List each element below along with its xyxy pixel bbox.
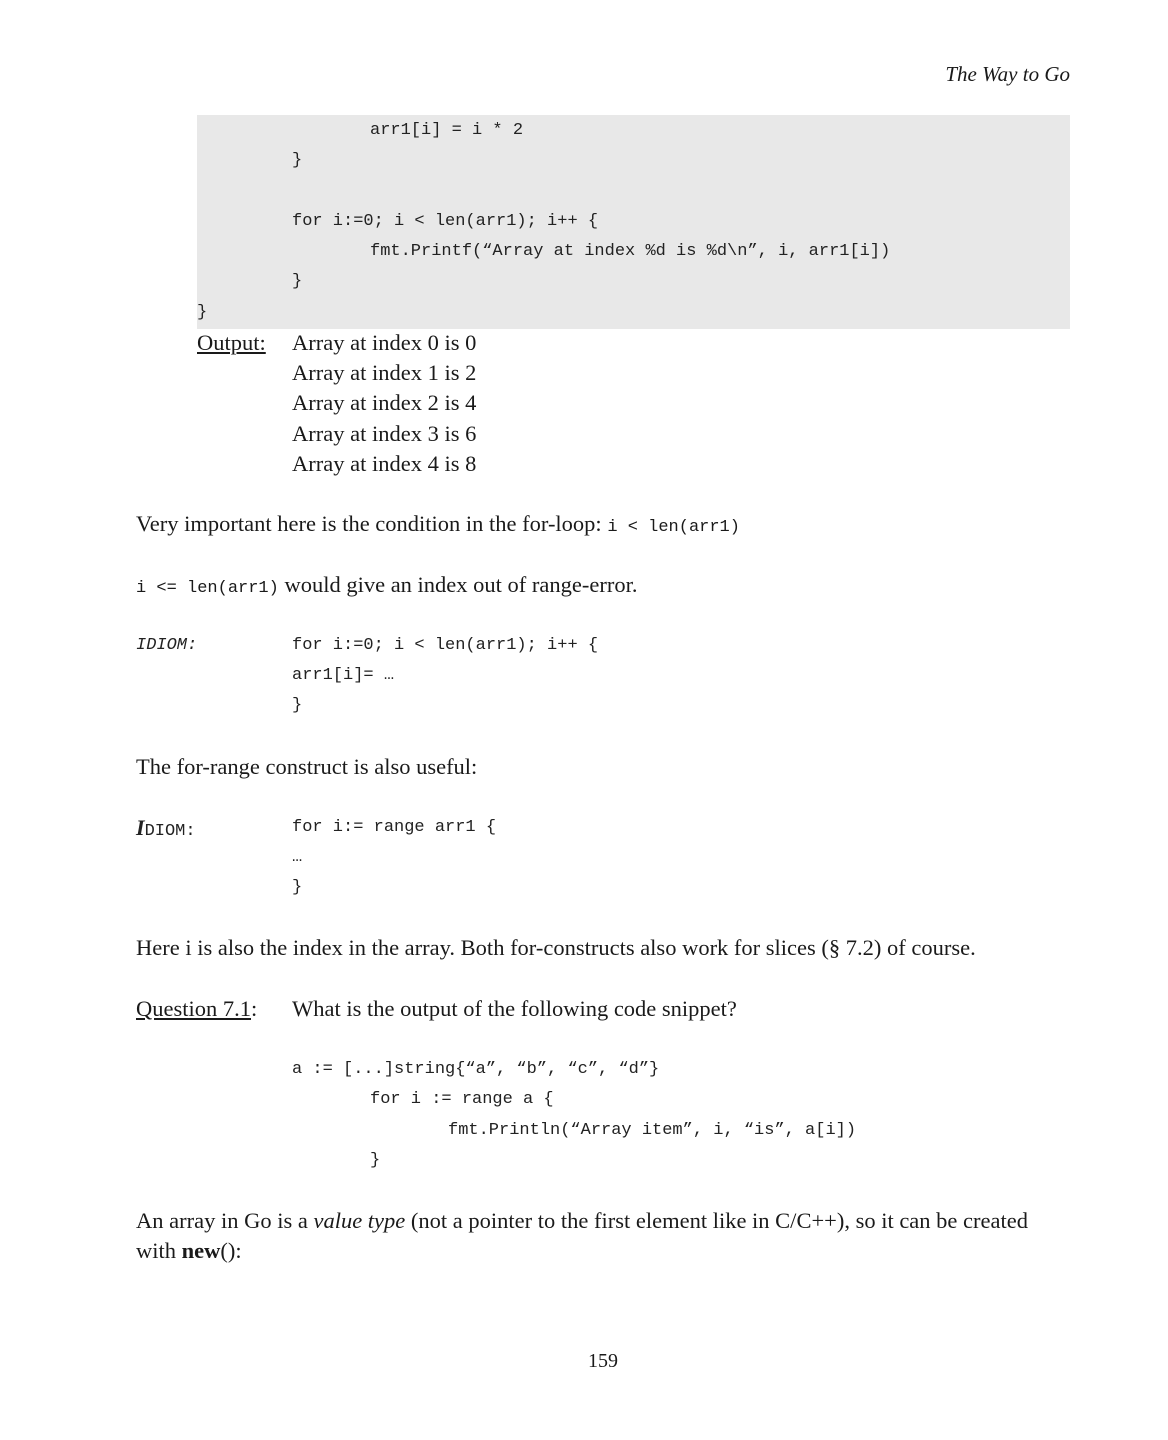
question-label: Question 7.1 (136, 996, 251, 1021)
code-line: a := [...]string{“a”, “b”, “c”, “d”} (292, 1060, 660, 1079)
question-colon: : (251, 996, 258, 1021)
paragraph-text: An array in Go is a (136, 1208, 314, 1233)
code-line: for i:= range arr1 { (292, 818, 497, 837)
emphasis: value type (313, 1208, 406, 1233)
paragraph (136, 1236, 242, 1266)
question-heading (136, 994, 257, 1024)
code-line: arr1[i] = i * 2 (370, 121, 524, 140)
code-line: } (292, 696, 303, 715)
code-line: for i:=0; i < len(arr1); i++ { (292, 636, 599, 655)
inline-code: i < len(arr1) (607, 518, 740, 537)
code-line: … (292, 848, 303, 867)
paragraph-text: Very important here is the condition in the for-loop: (136, 511, 608, 536)
paragraph (136, 570, 637, 604)
paragraph-text: with (136, 1238, 182, 1263)
paragraph: The for-range construct is also useful: (136, 754, 478, 779)
idiom-label-initial: I (136, 815, 145, 840)
paragraph-text: (not a pointer to the first element like in C/C++), so it can be created (405, 1208, 1028, 1233)
paragraph-text: would give an index out of range-error. (278, 572, 638, 597)
output-label: Output: (197, 330, 266, 355)
idiom-label (136, 813, 196, 847)
paragraph (136, 1206, 1028, 1236)
output-line: Array at index 3 is 6 (292, 421, 477, 446)
bold-keyword: new (181, 1238, 221, 1263)
code-line: } (370, 1151, 381, 1170)
code-line: fmt.Printf(“Array at index %d is %d\n”, i, arr1[i]) (370, 242, 891, 261)
paragraph: Here i is also the index in the array. Both for-constructs also work for slices (§ 7.2) of course. (136, 935, 976, 960)
output-line: Array at index 2 is 4 (292, 390, 477, 415)
paragraph (136, 509, 740, 543)
code-line: } (197, 303, 208, 322)
page-number: 159 (588, 1350, 618, 1372)
idiom-label: IDIOM: (136, 636, 198, 655)
paragraph-text: (): (220, 1238, 242, 1263)
output-line: Array at index 4 is 8 (292, 451, 477, 476)
code-line: } (292, 151, 303, 170)
output-line: Array at index 1 is 2 (292, 360, 477, 385)
code-line: } (292, 878, 303, 897)
code-line: fmt.Println(“Array item”, i, “is”, a[i]) (448, 1121, 857, 1140)
running-header: The Way to Go (945, 62, 1070, 86)
code-line: for i:=0; i < len(arr1); i++ { (292, 212, 599, 231)
idiom-label-rest: DIOM: (144, 822, 196, 841)
code-line: for i := range a { (370, 1090, 554, 1109)
inline-code: i <= len(arr1) (136, 579, 279, 598)
code-line: arr1[i]= … (292, 666, 395, 685)
output-line: Array at index 0 is 0 (292, 330, 477, 355)
code-line: } (292, 272, 303, 291)
question-text: What is the output of the following code snippet? (292, 996, 737, 1021)
